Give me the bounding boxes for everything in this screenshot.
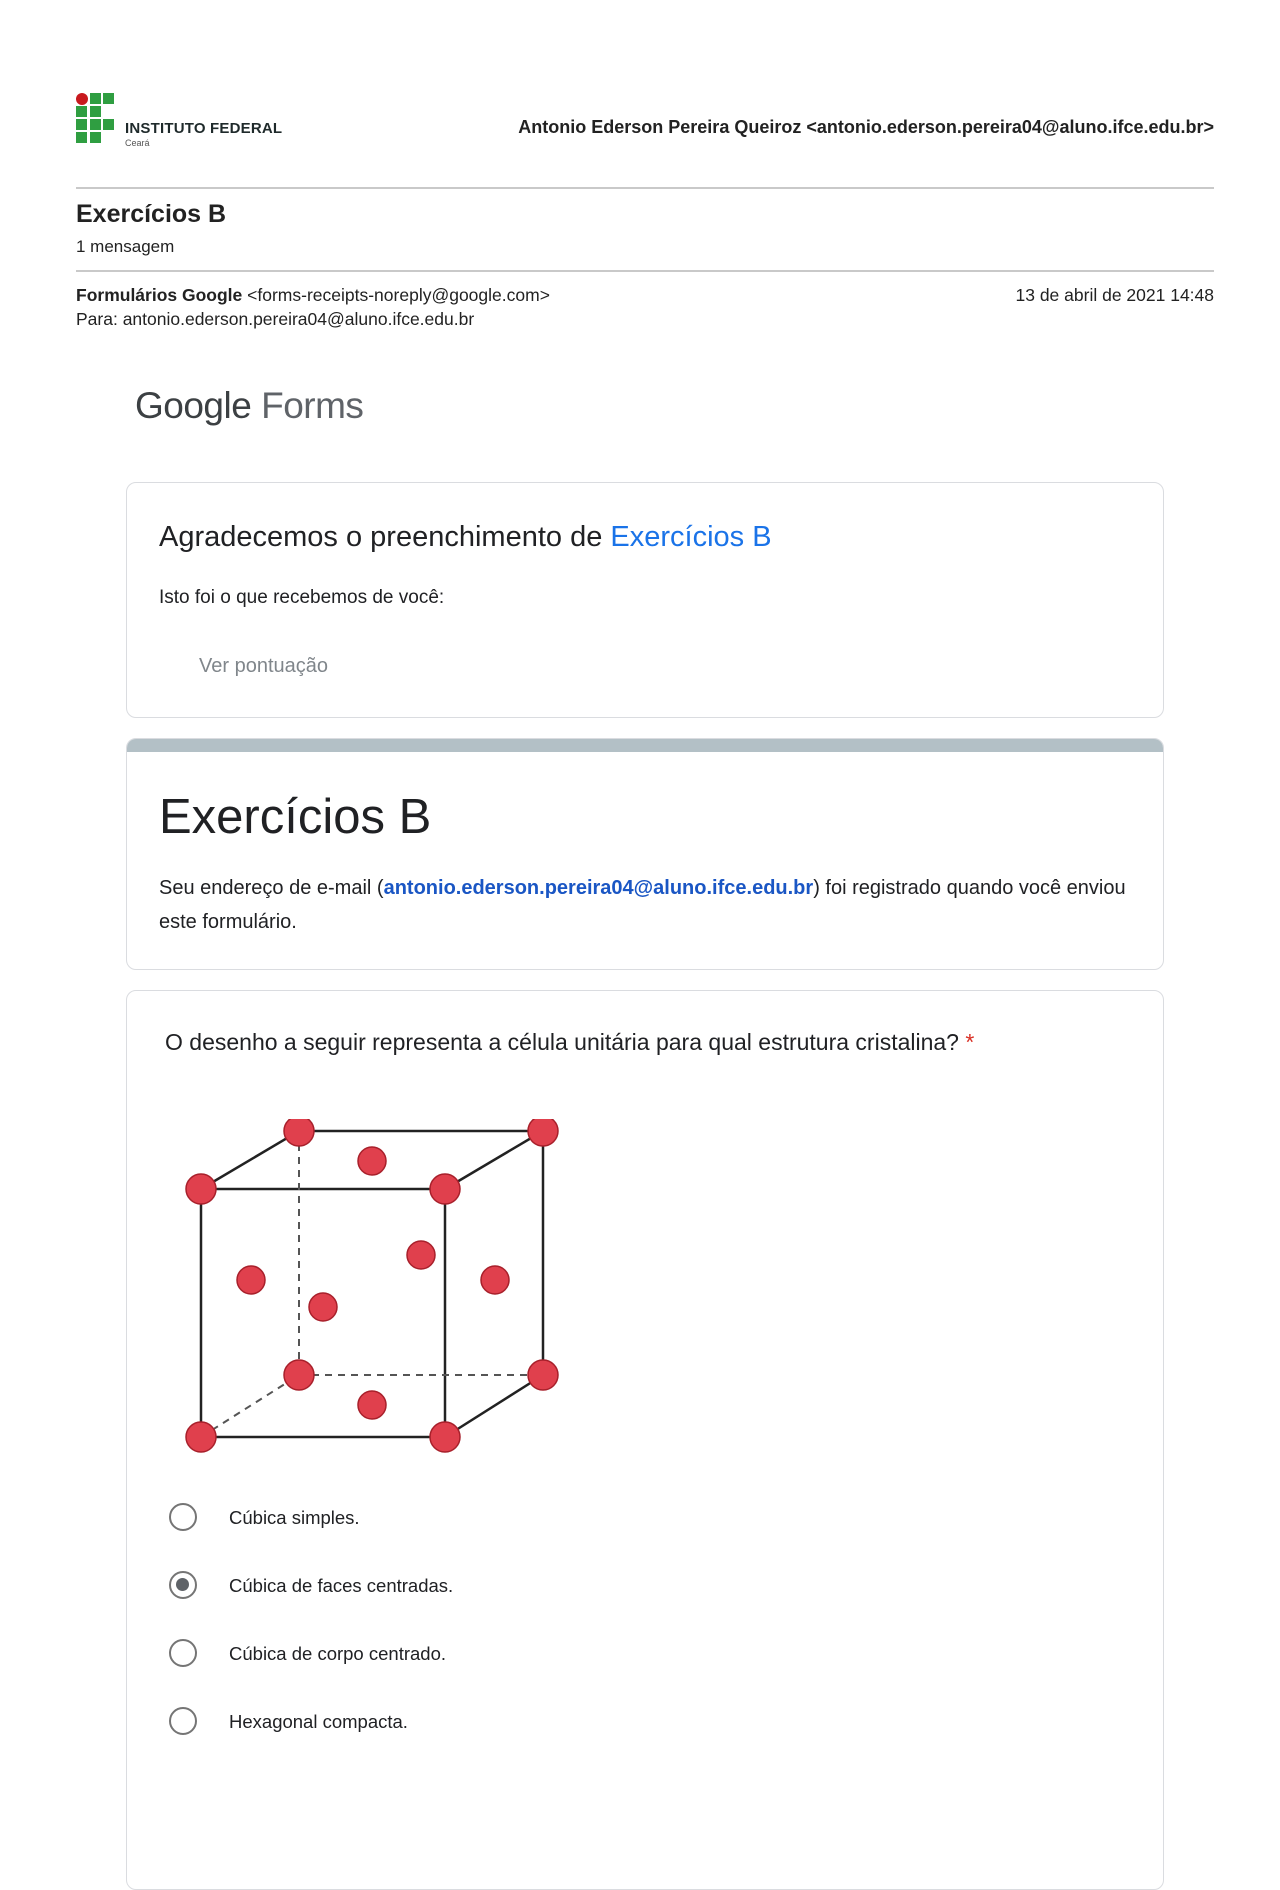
radio-button-selected[interactable] <box>169 1571 197 1599</box>
atom-face <box>309 1293 337 1321</box>
atom-face <box>358 1391 386 1419</box>
divider <box>76 187 1214 189</box>
form-header-card <box>126 738 1164 970</box>
form-header-bar <box>127 739 1163 752</box>
message-date: 13 de abril de 2021 14:48 <box>1015 285 1214 305</box>
question-card <box>126 990 1164 1890</box>
option-label: Cúbica de faces centradas. <box>229 1575 454 1596</box>
atom-corner <box>284 1360 314 1390</box>
message-count: 1 mensagem <box>76 237 175 256</box>
logo-org-name: INSTITUTO FEDERAL <box>125 120 283 137</box>
question-text <box>165 1029 974 1056</box>
atom-face <box>407 1241 435 1269</box>
forms-wordmark: Forms <box>261 385 364 426</box>
mail-header <box>76 92 1214 152</box>
radio-button[interactable] <box>169 1503 197 1531</box>
form-link[interactable]: Exercícios B <box>610 521 772 553</box>
email-recorded-note <box>159 871 1139 939</box>
fcc-unit-cell-image <box>183 1119 603 1469</box>
logo-mark-icon <box>76 92 120 144</box>
option-label: Cúbica de corpo centrado. <box>229 1643 446 1664</box>
atom-corner <box>430 1174 460 1204</box>
atom-face <box>237 1266 265 1294</box>
note-suffix: ) foi registrado quando você enviou este formulário. <box>159 877 1126 933</box>
divider <box>76 270 1214 272</box>
atom-corner <box>528 1360 558 1390</box>
view-score-button[interactable]: Ver pontuação <box>199 655 328 677</box>
message-to: Para: antonio.ederson.pereira04@aluno.ifce.edu.br <box>76 309 475 329</box>
atom-face <box>358 1147 386 1175</box>
option-label: Cúbica simples. <box>229 1507 360 1528</box>
atom-corner <box>284 1119 314 1146</box>
google-wordmark: Google <box>135 385 252 426</box>
received-label: Isto foi o que recebemos de você: <box>159 587 445 608</box>
message-from <box>76 285 550 306</box>
institution-logo <box>76 92 296 152</box>
atom-corner <box>186 1174 216 1204</box>
logo-org-sub: Ceará <box>125 138 150 148</box>
sender-name: Formulários Google <box>76 285 243 305</box>
required-mark: * <box>965 1029 975 1055</box>
radio-button[interactable] <box>169 1639 197 1667</box>
atom-corner <box>528 1119 558 1146</box>
form-title: Exercícios B <box>159 790 432 844</box>
thanks-heading <box>159 521 772 554</box>
atom-corner <box>430 1422 460 1452</box>
note-prefix: Seu endereço de e-mail ( <box>159 877 384 899</box>
account-label: Antonio Ederson Pereira Queiroz <antonio.ederson.pereira04@aluno.ifce.edu.br> <box>518 117 1214 137</box>
google-forms-logo <box>135 385 363 427</box>
option-label: Hexagonal compacta. <box>229 1711 408 1732</box>
atom-corner <box>186 1422 216 1452</box>
sender-email: <forms-receipts-noreply@google.com> <box>247 285 550 305</box>
receipt-card <box>126 482 1164 718</box>
question-label: O desenho a seguir representa a célula unitária para qual estrutura cristalina? <box>165 1029 959 1055</box>
thanks-prefix: Agradecemos o preenchimento de <box>159 521 603 553</box>
atom-face <box>481 1266 509 1294</box>
note-email[interactable]: antonio.ederson.pereira04@aluno.ifce.edu.br <box>383 877 814 899</box>
thread-subject: Exercícios B <box>76 200 227 228</box>
radio-button[interactable] <box>169 1707 197 1735</box>
